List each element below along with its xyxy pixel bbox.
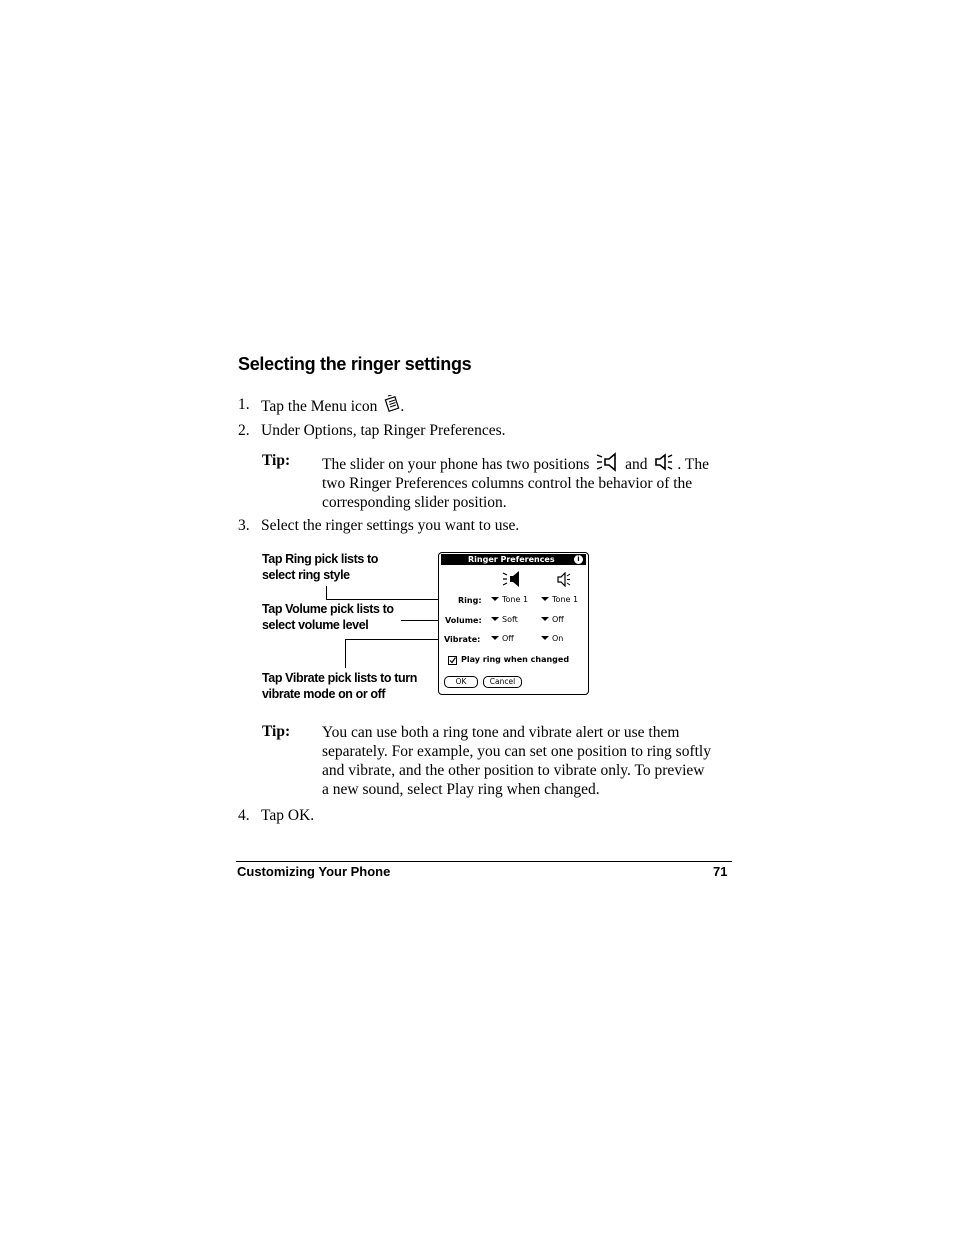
tip-body: You can use both a ring tone and vibrate alert or use them separately. For example, you can set one position to ring softly and vibrate, and the other position to vibrate only. To preview a new sound, select Play ring when changed. (322, 724, 711, 798)
step-text: Tap the Menu icon (261, 398, 378, 415)
callout-volume: Tap Volume pick lists to select volume level (262, 602, 394, 632)
ok-button[interactable]: OK (444, 676, 478, 688)
callout-vibrate: Tap Vibrate pick lists to turn vibrate mode on or off (262, 671, 417, 701)
tip-body: The slider on your phone has two positions and . The two Ringer Preferences columns control the behavior of the corresponding slider position. (322, 452, 732, 512)
tip-label: Tip: (262, 723, 291, 740)
dialog-title-bar (441, 554, 586, 565)
step-number: 3. (238, 517, 250, 534)
ringer-off-icon (653, 452, 677, 472)
volume-picklist-2[interactable]: Off (541, 615, 564, 625)
step-text: Select the ringer settings you want to use. (261, 517, 520, 534)
footer-divider (236, 861, 732, 862)
ring-picklist-2[interactable]: Tone 1 (541, 595, 578, 605)
step-text: Under Options, tap Ringer Preferences. (261, 422, 506, 439)
dropdown-arrow-icon (541, 617, 549, 621)
ring-picklist-1[interactable]: Tone 1 (491, 595, 528, 605)
ringer-preferences-dialog (438, 552, 589, 695)
vibrate-picklist-2[interactable]: On (541, 634, 563, 644)
dropdown-arrow-icon (541, 636, 549, 640)
dropdown-arrow-icon (491, 636, 499, 640)
leader-line-vibrate (345, 639, 346, 668)
footer-title: Customizing Your Phone (237, 864, 391, 879)
page-number: 71 (713, 864, 728, 879)
dropdown-arrow-icon (491, 597, 499, 601)
step-text: Tap OK. (261, 807, 315, 824)
vibrate-label: Vibrate: (444, 635, 481, 644)
dialog-title: Ringer Preferences (468, 555, 555, 564)
ringer-on-icon (595, 452, 621, 472)
menu-icon (384, 395, 400, 413)
volume-label: Volume: (445, 616, 482, 625)
ring-label: Ring: (458, 596, 482, 605)
step-number: 2. (238, 422, 250, 439)
step-number: 4. (238, 807, 250, 824)
volume-picklist-1[interactable]: Soft (491, 615, 518, 625)
cancel-button[interactable]: Cancel (483, 676, 522, 688)
leader-line-vibrate (345, 639, 439, 640)
dropdown-arrow-icon (491, 617, 499, 621)
ringer-on-icon (502, 570, 524, 593)
dropdown-arrow-icon (541, 597, 549, 601)
checkmark-icon (449, 657, 456, 664)
vibrate-picklist-1[interactable]: Off (491, 634, 514, 644)
leader-line-ring (326, 586, 327, 600)
play-ring-checkbox[interactable] (448, 656, 457, 665)
section-heading: Selecting the ringer settings (238, 354, 472, 374)
step-number: 1. (238, 396, 250, 413)
leader-line-volume (401, 620, 439, 621)
play-ring-label: Play ring when changed (461, 655, 570, 664)
leader-line-ring (326, 599, 439, 600)
info-icon[interactable]: i (574, 555, 583, 564)
callout-ring: Tap Ring pick lists to select ring style (262, 552, 378, 582)
tip-label: Tip: (262, 452, 291, 469)
ringer-off-icon (556, 572, 572, 592)
